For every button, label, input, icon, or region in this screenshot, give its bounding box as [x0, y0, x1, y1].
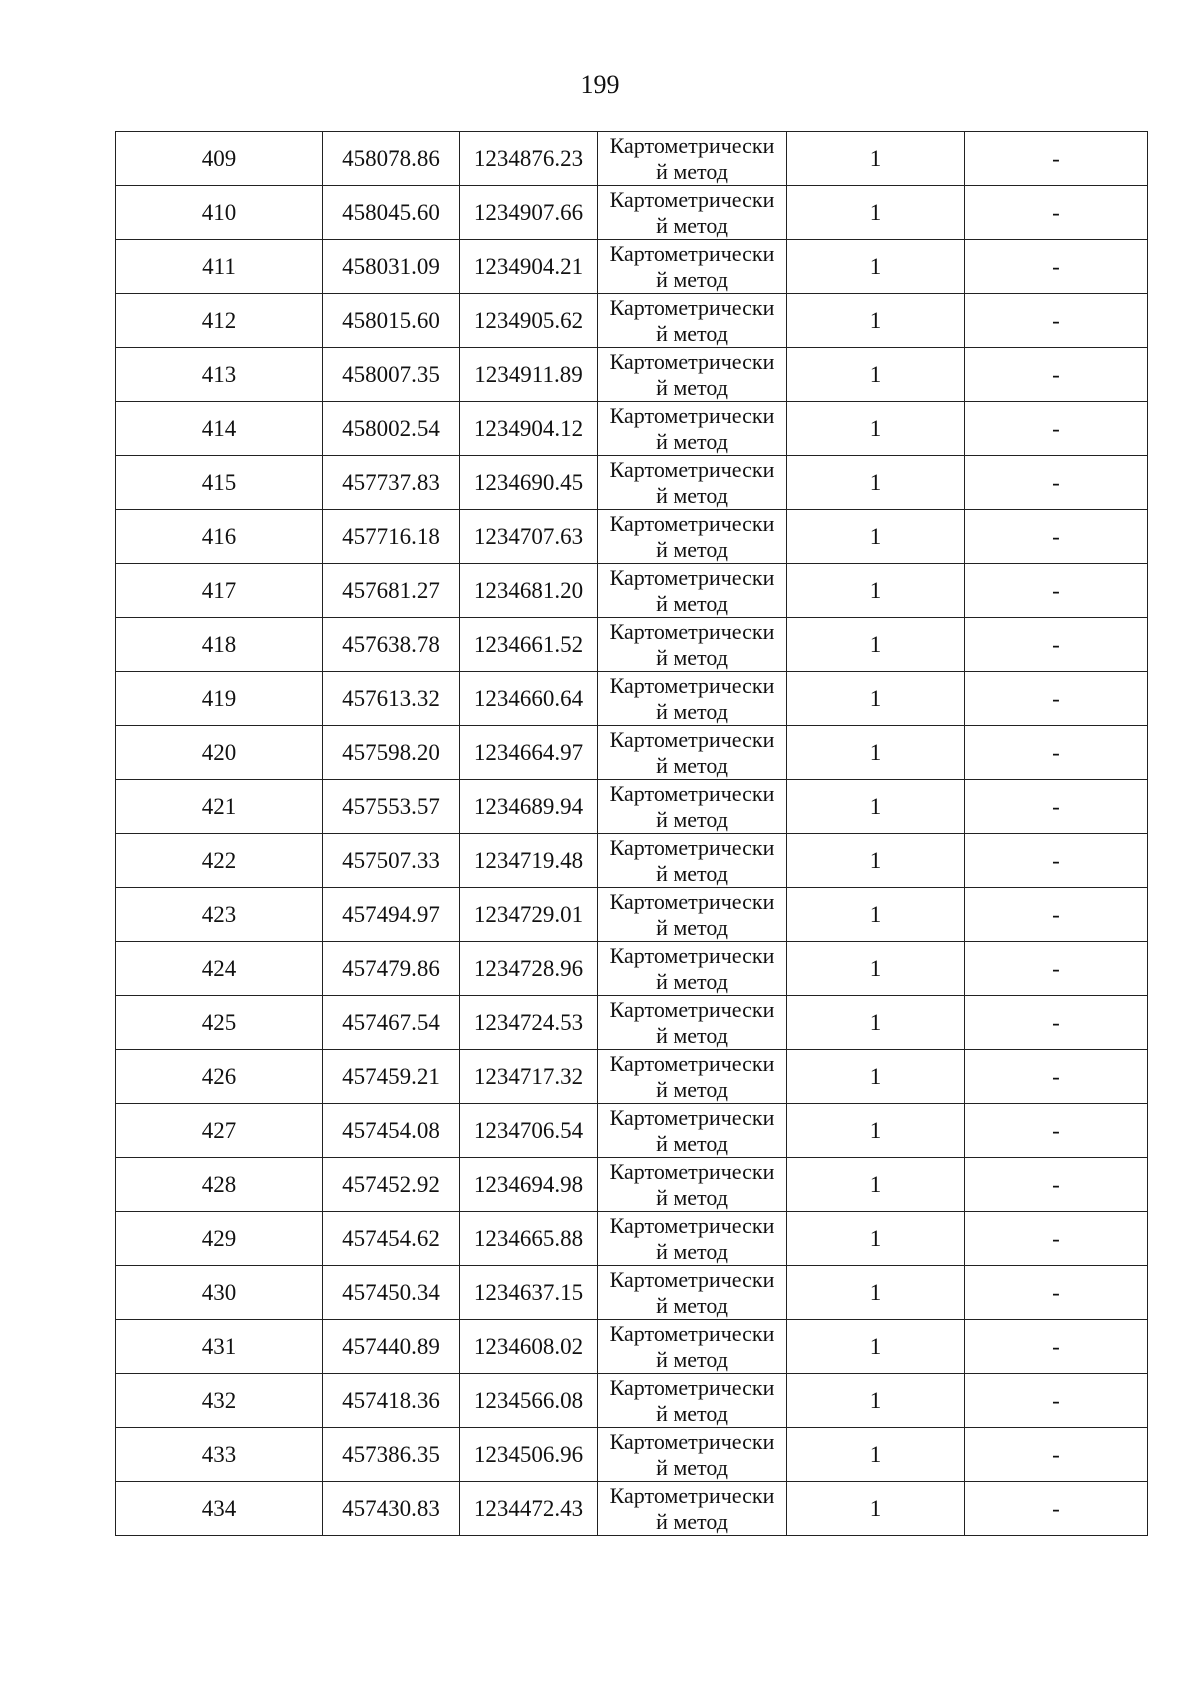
cell-method: [598, 888, 787, 942]
cell-method: [598, 1104, 787, 1158]
cell-coordinate-y: 1234907.66: [460, 186, 598, 240]
table-row: [116, 348, 1148, 402]
cell-accuracy: 1: [787, 510, 965, 564]
method-line-1: Картометрически: [609, 402, 775, 428]
method-line-1: Картометрически: [609, 834, 775, 860]
method-line-2: й метод: [656, 1130, 728, 1156]
cell-point-number: 426: [116, 1050, 323, 1104]
cell-coordinate-y: 1234724.53: [460, 996, 598, 1050]
cell-accuracy: 1: [787, 618, 965, 672]
cell-coordinate-y: 1234690.45: [460, 456, 598, 510]
table-row: [116, 564, 1148, 618]
cell-method: [598, 942, 787, 996]
cell-point-number: 411: [116, 240, 323, 294]
cell-point-number: 433: [116, 1428, 323, 1482]
method-line-2: й метод: [656, 1238, 728, 1264]
cell-accuracy: 1: [787, 1320, 965, 1374]
table-row: [116, 1374, 1148, 1428]
cell-accuracy: 1: [787, 942, 965, 996]
cell-note: -: [965, 1482, 1148, 1536]
cell-coordinate-y: 1234566.08: [460, 1374, 598, 1428]
method-line-2: й метод: [656, 1184, 728, 1210]
table-row: [116, 510, 1148, 564]
cell-coordinate-y: 1234608.02: [460, 1320, 598, 1374]
table-row: [116, 402, 1148, 456]
method-line-2: й метод: [656, 806, 728, 832]
cell-method: [598, 726, 787, 780]
cell-note: -: [965, 186, 1148, 240]
cell-accuracy: 1: [787, 780, 965, 834]
cell-coordinate-x: 457598.20: [323, 726, 460, 780]
cell-point-number: 432: [116, 1374, 323, 1428]
method-line-1: Картометрически: [609, 780, 775, 806]
cell-note: -: [965, 672, 1148, 726]
cell-point-number: 414: [116, 402, 323, 456]
method-line-1: Картометрически: [609, 942, 775, 968]
cell-coordinate-y: 1234729.01: [460, 888, 598, 942]
cell-note: -: [965, 294, 1148, 348]
method-line-2: й метод: [656, 374, 728, 400]
cell-point-number: 410: [116, 186, 323, 240]
method-line-2: й метод: [656, 1454, 728, 1480]
cell-note: -: [965, 132, 1148, 186]
table-row: [116, 672, 1148, 726]
cell-coordinate-y: 1234681.20: [460, 564, 598, 618]
cell-method: [598, 456, 787, 510]
cell-method: [598, 240, 787, 294]
method-line-1: Картометрически: [609, 1320, 775, 1346]
cell-note: -: [965, 402, 1148, 456]
cell-coordinate-x: 457386.35: [323, 1428, 460, 1482]
table-row: [116, 618, 1148, 672]
method-line-2: й метод: [656, 698, 728, 724]
page-number: 199: [580, 70, 620, 99]
cell-coordinate-y: 1234661.52: [460, 618, 598, 672]
cell-accuracy: 1: [787, 132, 965, 186]
method-line-1: Картометрически: [609, 456, 775, 482]
cell-coordinate-y: 1234689.94: [460, 780, 598, 834]
cell-coordinate-x: 457716.18: [323, 510, 460, 564]
cell-point-number: 420: [116, 726, 323, 780]
cell-method: [598, 1482, 787, 1536]
cell-coordinate-y: 1234472.43: [460, 1482, 598, 1536]
method-line-1: Картометрически: [609, 888, 775, 914]
cell-coordinate-y: 1234876.23: [460, 132, 598, 186]
cell-note: -: [965, 1374, 1148, 1428]
cell-method: [598, 996, 787, 1050]
cell-accuracy: 1: [787, 1266, 965, 1320]
cell-method: [598, 1374, 787, 1428]
method-line-1: Картометрически: [609, 1266, 775, 1292]
cell-point-number: 422: [116, 834, 323, 888]
cell-coordinate-y: 1234706.54: [460, 1104, 598, 1158]
cell-note: -: [965, 834, 1148, 888]
cell-method: [598, 348, 787, 402]
table-row: [116, 240, 1148, 294]
cell-note: -: [965, 726, 1148, 780]
cell-method: [598, 1320, 787, 1374]
cell-method: [598, 510, 787, 564]
cell-coordinate-y: 1234660.64: [460, 672, 598, 726]
method-line-1: Картометрически: [609, 1428, 775, 1454]
method-line-2: й метод: [656, 644, 728, 670]
table-row: [116, 456, 1148, 510]
method-line-2: й метод: [656, 1076, 728, 1102]
cell-point-number: 421: [116, 780, 323, 834]
cell-accuracy: 1: [787, 1212, 965, 1266]
method-line-2: й метод: [656, 212, 728, 238]
cell-coordinate-y: 1234728.96: [460, 942, 598, 996]
method-line-2: й метод: [656, 428, 728, 454]
cell-point-number: 429: [116, 1212, 323, 1266]
method-line-1: Картометрически: [609, 564, 775, 590]
cell-coordinate-x: 457553.57: [323, 780, 460, 834]
cell-accuracy: 1: [787, 996, 965, 1050]
cell-point-number: 428: [116, 1158, 323, 1212]
table-row: [116, 1482, 1148, 1536]
cell-note: -: [965, 618, 1148, 672]
method-line-1: Картометрически: [609, 132, 775, 158]
method-line-1: Картометрически: [609, 672, 775, 698]
cell-coordinate-x: 457494.97: [323, 888, 460, 942]
cell-accuracy: 1: [787, 1374, 965, 1428]
cell-method: [598, 1428, 787, 1482]
cell-point-number: 412: [116, 294, 323, 348]
coordinates-table: [115, 131, 1148, 1536]
cell-point-number: 409: [116, 132, 323, 186]
cell-accuracy: 1: [787, 1482, 965, 1536]
table-row: [116, 1050, 1148, 1104]
cell-coordinate-x: 458002.54: [323, 402, 460, 456]
method-line-1: Картометрически: [609, 294, 775, 320]
cell-coordinate-x: 457737.83: [323, 456, 460, 510]
cell-accuracy: 1: [787, 1158, 965, 1212]
cell-coordinate-x: 457467.54: [323, 996, 460, 1050]
method-line-2: й метод: [656, 1400, 728, 1426]
cell-coordinate-x: 457430.83: [323, 1482, 460, 1536]
cell-note: -: [965, 240, 1148, 294]
cell-point-number: 424: [116, 942, 323, 996]
cell-note: -: [965, 942, 1148, 996]
cell-point-number: 416: [116, 510, 323, 564]
method-line-2: й метод: [656, 914, 728, 940]
method-line-1: Картометрически: [609, 1050, 775, 1076]
cell-coordinate-y: 1234904.21: [460, 240, 598, 294]
table-row: [116, 294, 1148, 348]
cell-coordinate-x: 458015.60: [323, 294, 460, 348]
cell-point-number: 413: [116, 348, 323, 402]
cell-coordinate-x: 457613.32: [323, 672, 460, 726]
method-line-1: Картометрически: [609, 1212, 775, 1238]
table-row: [116, 1104, 1148, 1158]
cell-note: -: [965, 1266, 1148, 1320]
method-line-1: Картометрически: [609, 348, 775, 374]
cell-accuracy: 1: [787, 240, 965, 294]
cell-accuracy: 1: [787, 186, 965, 240]
cell-note: -: [965, 348, 1148, 402]
cell-method: [598, 132, 787, 186]
cell-note: -: [965, 888, 1148, 942]
cell-point-number: 418: [116, 618, 323, 672]
method-line-1: Картометрически: [609, 618, 775, 644]
cell-method: [598, 1212, 787, 1266]
method-line-2: й метод: [656, 536, 728, 562]
cell-coordinate-x: 457454.08: [323, 1104, 460, 1158]
method-line-2: й метод: [656, 320, 728, 346]
cell-accuracy: 1: [787, 834, 965, 888]
method-line-1: Картометрически: [609, 510, 775, 536]
cell-method: [598, 618, 787, 672]
cell-method: [598, 672, 787, 726]
cell-accuracy: 1: [787, 888, 965, 942]
cell-coordinate-x: 457459.21: [323, 1050, 460, 1104]
cell-accuracy: 1: [787, 456, 965, 510]
cell-coordinate-x: 457479.86: [323, 942, 460, 996]
method-line-1: Картометрически: [609, 996, 775, 1022]
cell-point-number: 417: [116, 564, 323, 618]
table-row: [116, 996, 1148, 1050]
cell-coordinate-x: 457507.33: [323, 834, 460, 888]
cell-coordinate-x: 457450.34: [323, 1266, 460, 1320]
cell-accuracy: 1: [787, 672, 965, 726]
cell-coordinate-y: 1234717.32: [460, 1050, 598, 1104]
cell-method: [598, 1050, 787, 1104]
cell-accuracy: 1: [787, 1050, 965, 1104]
cell-method: [598, 186, 787, 240]
cell-accuracy: 1: [787, 294, 965, 348]
cell-note: -: [965, 456, 1148, 510]
cell-point-number: 415: [116, 456, 323, 510]
table-row: [116, 1266, 1148, 1320]
method-line-2: й метод: [656, 860, 728, 886]
cell-coordinate-x: 457418.36: [323, 1374, 460, 1428]
cell-method: [598, 834, 787, 888]
table-row: [116, 888, 1148, 942]
cell-coordinate-x: 458031.09: [323, 240, 460, 294]
table-row: [116, 942, 1148, 996]
method-line-1: Картометрически: [609, 1158, 775, 1184]
method-line-2: й метод: [656, 158, 728, 184]
cell-method: [598, 1266, 787, 1320]
table-row: [116, 834, 1148, 888]
method-line-2: й метод: [656, 482, 728, 508]
cell-accuracy: 1: [787, 348, 965, 402]
cell-point-number: 434: [116, 1482, 323, 1536]
method-line-2: й метод: [656, 1292, 728, 1318]
cell-note: -: [965, 510, 1148, 564]
method-line-1: Картометрически: [609, 240, 775, 266]
method-line-1: Картометрически: [609, 1374, 775, 1400]
cell-point-number: 431: [116, 1320, 323, 1374]
cell-method: [598, 1158, 787, 1212]
method-line-2: й метод: [656, 752, 728, 778]
cell-note: -: [965, 1158, 1148, 1212]
cell-coordinate-x: 458078.86: [323, 132, 460, 186]
cell-note: -: [965, 1104, 1148, 1158]
method-line-2: й метод: [656, 1508, 728, 1534]
cell-accuracy: 1: [787, 402, 965, 456]
cell-coordinate-x: 457638.78: [323, 618, 460, 672]
cell-coordinate-x: 457681.27: [323, 564, 460, 618]
cell-coordinate-y: 1234637.15: [460, 1266, 598, 1320]
cell-note: -: [965, 780, 1148, 834]
method-line-1: Картометрически: [609, 186, 775, 212]
method-line-2: й метод: [656, 968, 728, 994]
cell-accuracy: 1: [787, 1428, 965, 1482]
cell-coordinate-x: 458007.35: [323, 348, 460, 402]
cell-coordinate-y: 1234707.63: [460, 510, 598, 564]
cell-coordinate-y: 1234911.89: [460, 348, 598, 402]
method-line-1: Картометрически: [609, 1104, 775, 1130]
table-row: [116, 1320, 1148, 1374]
cell-coordinate-y: 1234506.96: [460, 1428, 598, 1482]
table-row: [116, 1158, 1148, 1212]
method-line-2: й метод: [656, 1022, 728, 1048]
table-row: [116, 1212, 1148, 1266]
cell-point-number: 427: [116, 1104, 323, 1158]
cell-point-number: 423: [116, 888, 323, 942]
cell-note: -: [965, 564, 1148, 618]
table-row: [116, 1428, 1148, 1482]
table-row: [116, 726, 1148, 780]
cell-method: [598, 564, 787, 618]
cell-point-number: 425: [116, 996, 323, 1050]
cell-note: -: [965, 996, 1148, 1050]
cell-accuracy: 1: [787, 726, 965, 780]
coordinates-table-body: [116, 132, 1148, 1536]
table-row: [116, 780, 1148, 834]
cell-coordinate-y: 1234719.48: [460, 834, 598, 888]
method-line-1: Картометрически: [609, 726, 775, 752]
cell-note: -: [965, 1428, 1148, 1482]
cell-method: [598, 780, 787, 834]
method-line-2: й метод: [656, 266, 728, 292]
table-row: [116, 186, 1148, 240]
method-line-1: Картометрически: [609, 1482, 775, 1508]
cell-method: [598, 402, 787, 456]
method-line-2: й метод: [656, 590, 728, 616]
cell-coordinate-y: 1234904.12: [460, 402, 598, 456]
cell-coordinate-y: 1234664.97: [460, 726, 598, 780]
cell-accuracy: 1: [787, 564, 965, 618]
cell-coordinate-y: 1234665.88: [460, 1212, 598, 1266]
cell-coordinate-y: 1234694.98: [460, 1158, 598, 1212]
cell-note: -: [965, 1212, 1148, 1266]
cell-coordinate-x: 457452.92: [323, 1158, 460, 1212]
cell-point-number: 430: [116, 1266, 323, 1320]
cell-coordinate-y: 1234905.62: [460, 294, 598, 348]
cell-method: [598, 294, 787, 348]
cell-coordinate-x: 458045.60: [323, 186, 460, 240]
method-line-2: й метод: [656, 1346, 728, 1372]
cell-coordinate-x: 457454.62: [323, 1212, 460, 1266]
cell-point-number: 419: [116, 672, 323, 726]
table-row: [116, 132, 1148, 186]
cell-coordinate-x: 457440.89: [323, 1320, 460, 1374]
cell-note: -: [965, 1050, 1148, 1104]
cell-accuracy: 1: [787, 1104, 965, 1158]
cell-note: -: [965, 1320, 1148, 1374]
